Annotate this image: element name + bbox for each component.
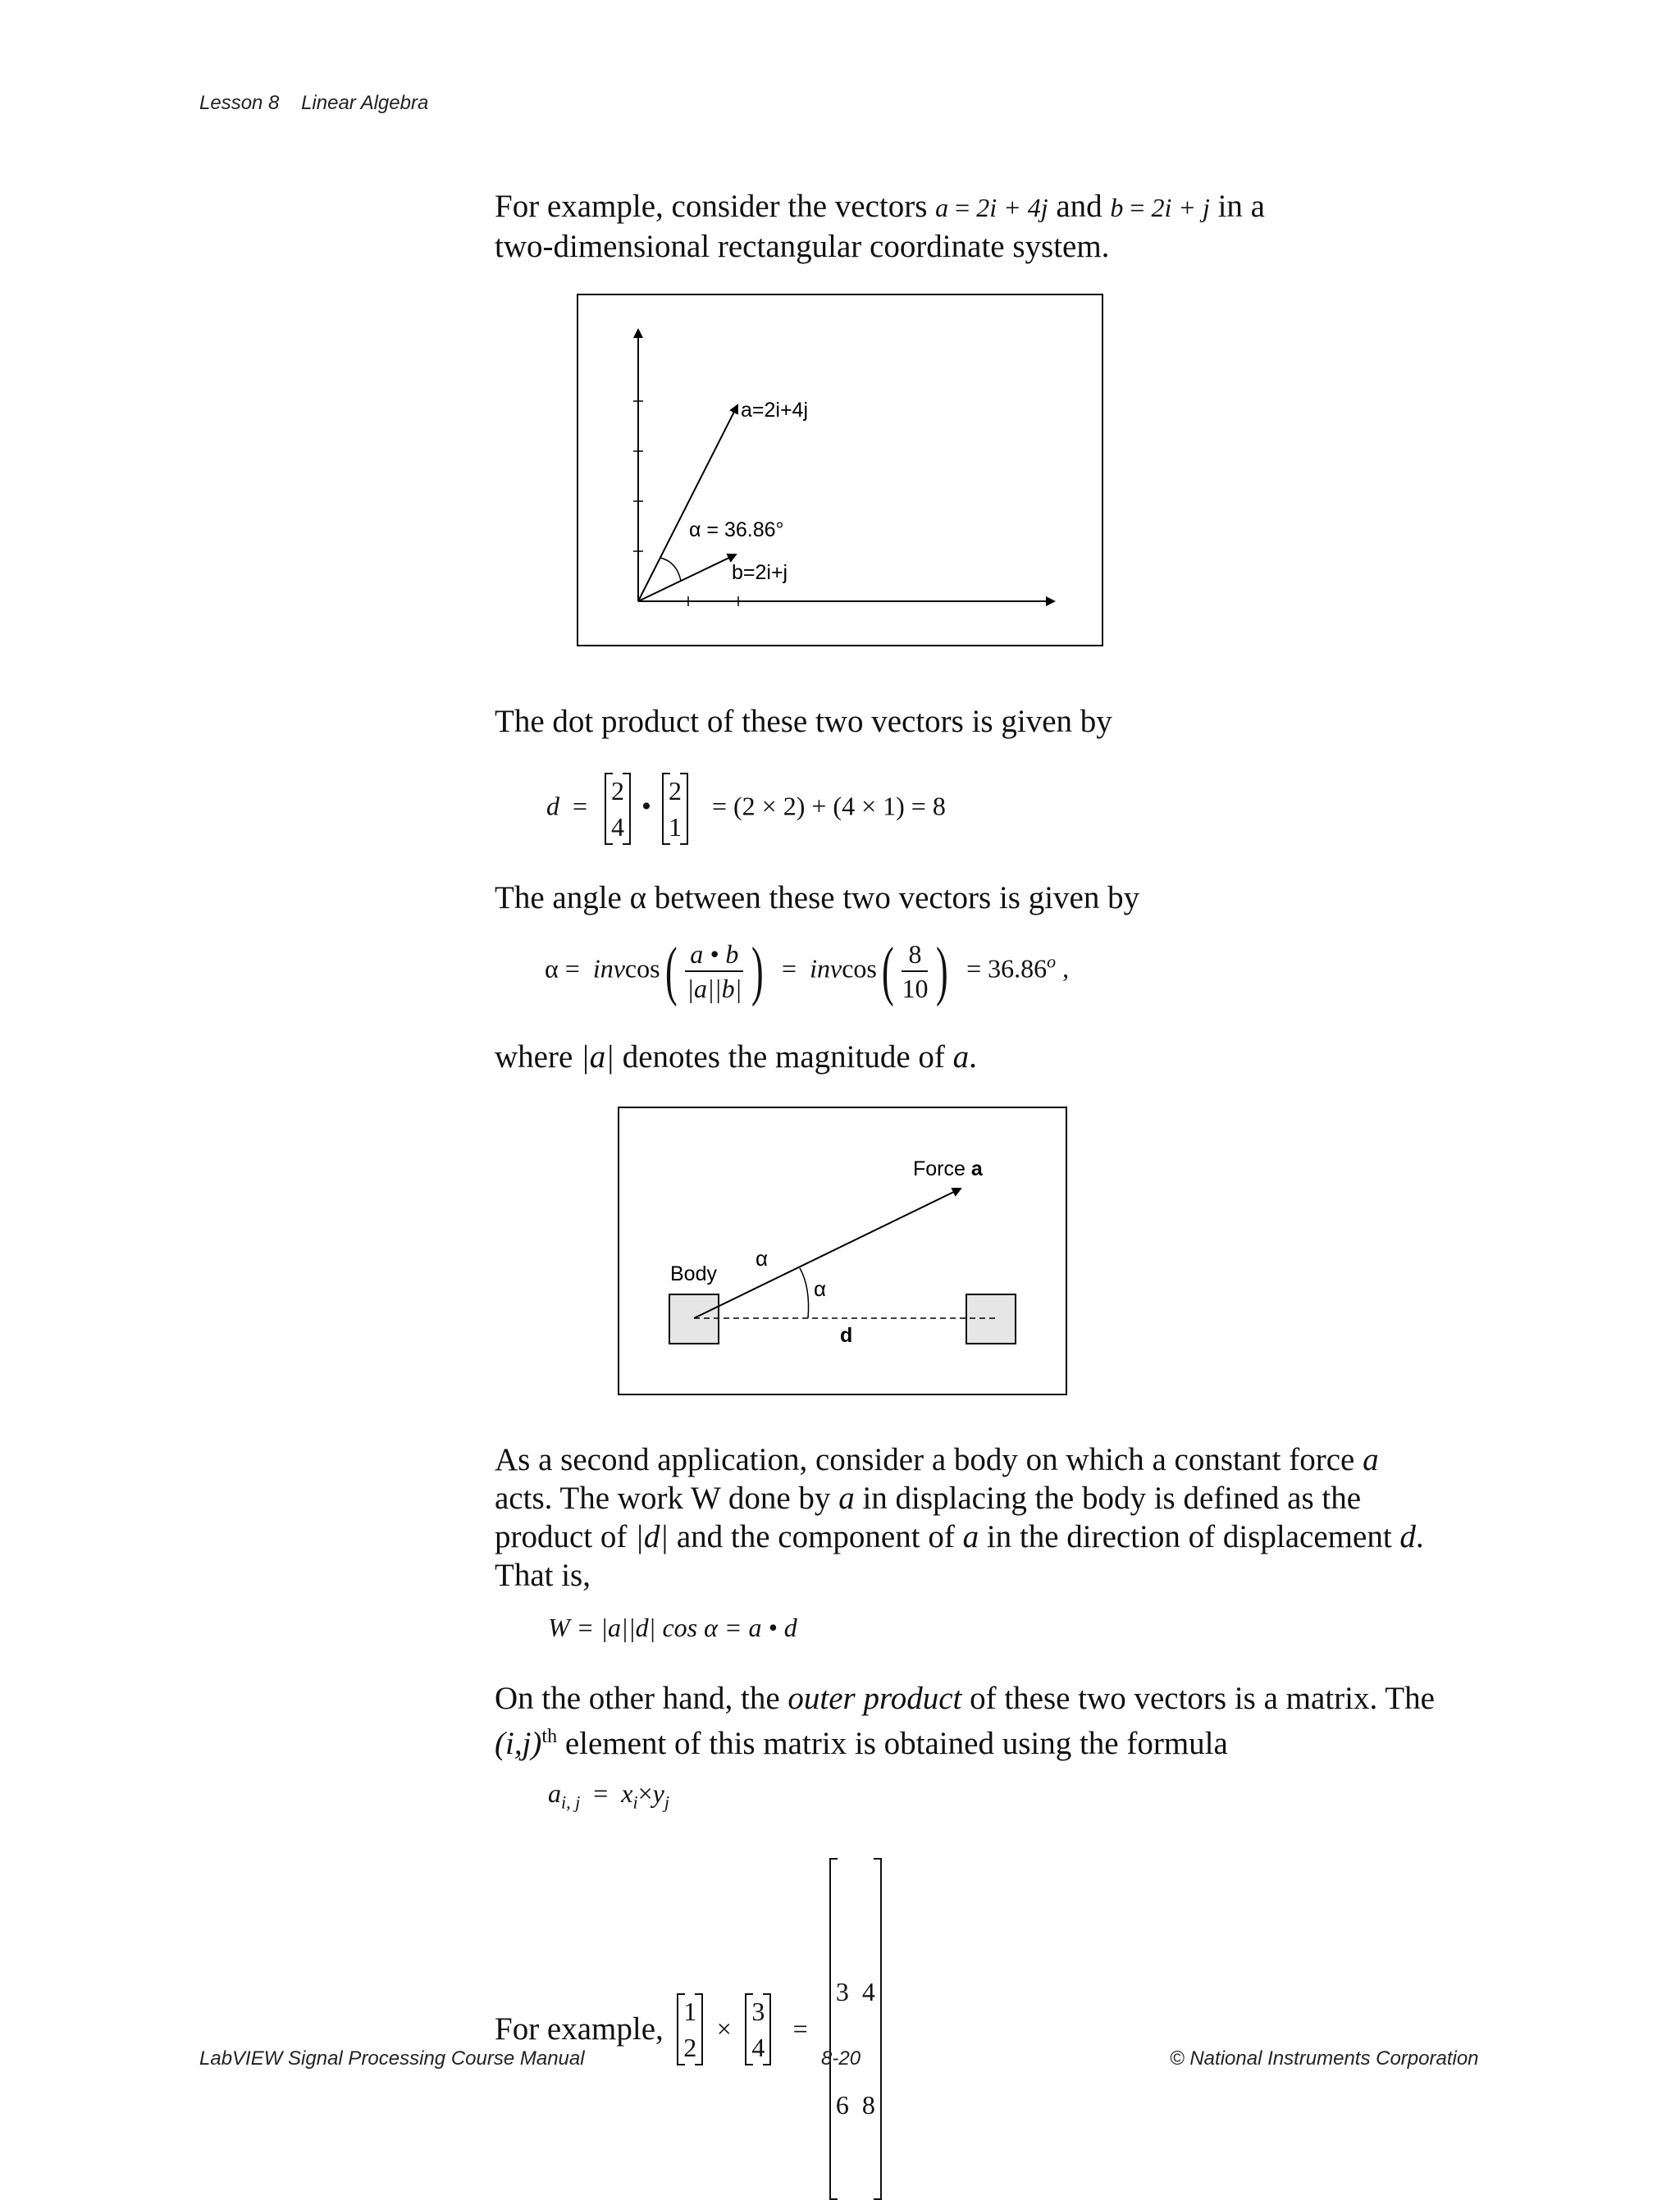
y-symbol: y xyxy=(652,1778,664,1808)
x-symbol: x xyxy=(621,1778,633,1808)
force-label: Force a xyxy=(913,1157,983,1180)
matrix-cell: 2 xyxy=(683,2032,697,2062)
outer-product-paragraph xyxy=(495,1679,1528,1763)
fraction-ab xyxy=(685,938,743,1005)
a-symbol: a xyxy=(952,1039,970,1075)
text: As a second application, consider a body on which a constant force xyxy=(495,1442,1363,1477)
equals: = xyxy=(792,2014,808,2043)
fraction-8-10 xyxy=(902,938,928,1005)
matrix-cell: 2 xyxy=(668,776,682,806)
alpha-label-outer: α xyxy=(756,1246,769,1271)
text: and the component of xyxy=(669,1519,963,1554)
outer-product-formula xyxy=(548,1778,669,1813)
dot-product-result: = (2 × 2) + (4 × 1) = 8 xyxy=(711,791,946,821)
displaced-body-box xyxy=(966,1294,1016,1344)
footer-page-number: 8-20 xyxy=(821,2047,861,2070)
inv-text: inv xyxy=(810,953,842,984)
vector-a-arrow xyxy=(638,405,737,601)
vector-b-label: b=2i+j xyxy=(732,561,788,584)
equals: = xyxy=(782,953,797,984)
vector-diagram xyxy=(577,294,1103,646)
vector-b-symbol: b xyxy=(1110,193,1124,222)
matrix-cell: 1 xyxy=(668,812,682,842)
angle-arc xyxy=(800,1268,809,1318)
subscript-ij: i, j xyxy=(561,1791,581,1813)
vector-a-expression: 2i + 4j xyxy=(976,193,1048,222)
and-text: and xyxy=(1048,189,1111,224)
angle-arc xyxy=(660,558,681,581)
matrix-cell: 2 xyxy=(611,776,625,806)
fraction-numerator: a • b xyxy=(685,938,743,972)
d-symbol: d xyxy=(1399,1519,1416,1554)
work-paragraph xyxy=(495,1440,1528,1595)
matrix-cell: 4 xyxy=(611,812,625,842)
times-operator: × xyxy=(637,1778,653,1808)
force-diagram-svg xyxy=(619,1108,1065,1393)
work-equation: W = |a||d| cos α = a • d xyxy=(548,1613,797,1642)
a-symbol: a xyxy=(1363,1442,1379,1477)
footer-left: LabVIEW Signal Processing Course Manual xyxy=(199,2047,585,2070)
a-symbol: a xyxy=(962,1519,979,1554)
equals: = xyxy=(948,193,977,222)
text: where xyxy=(495,1039,582,1075)
cos-text: cos xyxy=(624,953,660,984)
vector-diagram-svg xyxy=(578,295,1101,644)
cos-text: cos xyxy=(842,953,877,984)
angle-result: = 36.86 xyxy=(966,953,1048,984)
ij-symbol: (i,j) xyxy=(495,1726,542,1761)
text: in the direction of displacement xyxy=(979,1519,1400,1554)
body-label: Body xyxy=(670,1262,717,1285)
vector-a-symbol: a xyxy=(935,193,949,222)
period: . xyxy=(1415,1519,1424,1554)
text: acts. The work W done by xyxy=(495,1481,839,1516)
dot-product-intro: The dot product of these two vectors is given by xyxy=(495,704,1112,739)
comma: , xyxy=(1056,953,1070,984)
outer-product-example xyxy=(495,1858,879,2200)
period: . xyxy=(969,1039,977,1075)
text: On the other hand, the xyxy=(495,1681,788,1716)
footer-right: © National Instruments Corporation xyxy=(1170,2047,1479,2070)
angle-label: α = 36.86° xyxy=(689,518,784,541)
intro-text: For example, consider the vectors xyxy=(495,189,936,224)
inv-text: inv xyxy=(592,953,625,984)
fraction-denominator: 10 xyxy=(902,974,929,1003)
text: That is, xyxy=(495,1558,591,1593)
running-header xyxy=(199,92,428,115)
matrix-cell: 4 xyxy=(751,2032,765,2062)
fraction-numerator: 8 xyxy=(902,938,928,972)
angle-intro: The angle α between these two vectors is given by xyxy=(495,880,1140,915)
example-label: For example, xyxy=(495,2011,664,2047)
outer-product-term: outer product xyxy=(788,1681,962,1716)
a-symbol: a xyxy=(838,1481,855,1516)
d-symbol: d xyxy=(546,791,559,821)
text: product of xyxy=(495,1519,636,1554)
vector-b-expression: 2i + j xyxy=(1151,193,1210,222)
text: in displacing the body is defined as the xyxy=(854,1481,1362,1516)
vector-a-label: a=2i+4j xyxy=(741,399,809,422)
magnitude-sentence xyxy=(495,1038,1528,1076)
body-box xyxy=(669,1294,719,1344)
force-arrow xyxy=(694,1189,961,1318)
text: element of this matrix is obtained using the formula xyxy=(557,1726,1228,1761)
intro-paragraph xyxy=(495,187,1528,266)
intro-text-end: in a xyxy=(1209,189,1265,224)
matrix-result xyxy=(832,1858,879,2200)
superscript-th: th xyxy=(541,1726,558,1747)
abs-a: |a| xyxy=(581,1039,614,1075)
equals: = xyxy=(573,791,588,821)
matrix-a xyxy=(607,773,628,845)
matrix-b xyxy=(664,773,686,845)
intro-line2: two-dimensional rectangular coordinate system. xyxy=(495,229,1110,264)
matrix-row: 3 4 xyxy=(835,1977,875,2006)
text: denotes the magnitude of xyxy=(614,1039,953,1075)
matrix-x xyxy=(679,1993,701,2065)
alpha-label-inner: α xyxy=(814,1276,827,1301)
force-diagram xyxy=(618,1107,1067,1395)
text: of these two vectors is a matrix. The xyxy=(961,1681,1435,1716)
abs-d: |d| xyxy=(635,1519,669,1554)
vector-b-arrow xyxy=(638,555,736,601)
subscript-i: i xyxy=(632,1791,638,1813)
matrix-row: 6 8 xyxy=(835,2090,875,2120)
degree-mark: o xyxy=(1047,951,1057,972)
matrix-cell: 3 xyxy=(751,1996,765,2026)
equals: = xyxy=(1123,193,1152,222)
equals: = xyxy=(593,1778,609,1808)
alpha-lhs: α = xyxy=(545,953,580,984)
angle-equation: α = invcos( $\frac{a • b}{|a||b|}$ ) = invcos( $\frac{8}{10}$ ) = $36.86^o$ , xyxy=(545,935,1070,1007)
subscript-j: j xyxy=(664,1791,669,1813)
matrix-y xyxy=(747,1993,769,2065)
fraction-denominator: |a||b| xyxy=(687,974,742,1003)
dot-operator: • xyxy=(641,791,651,822)
header-topic: Linear Algebra xyxy=(301,92,429,114)
matrix-cell: 1 xyxy=(683,1996,697,2026)
header-lesson: Lesson 8 xyxy=(199,92,280,114)
displacement-label: d xyxy=(840,1324,853,1347)
a-symbol: a xyxy=(548,1778,561,1808)
dot-product-equation xyxy=(546,773,946,845)
times-operator: × xyxy=(716,2014,732,2043)
